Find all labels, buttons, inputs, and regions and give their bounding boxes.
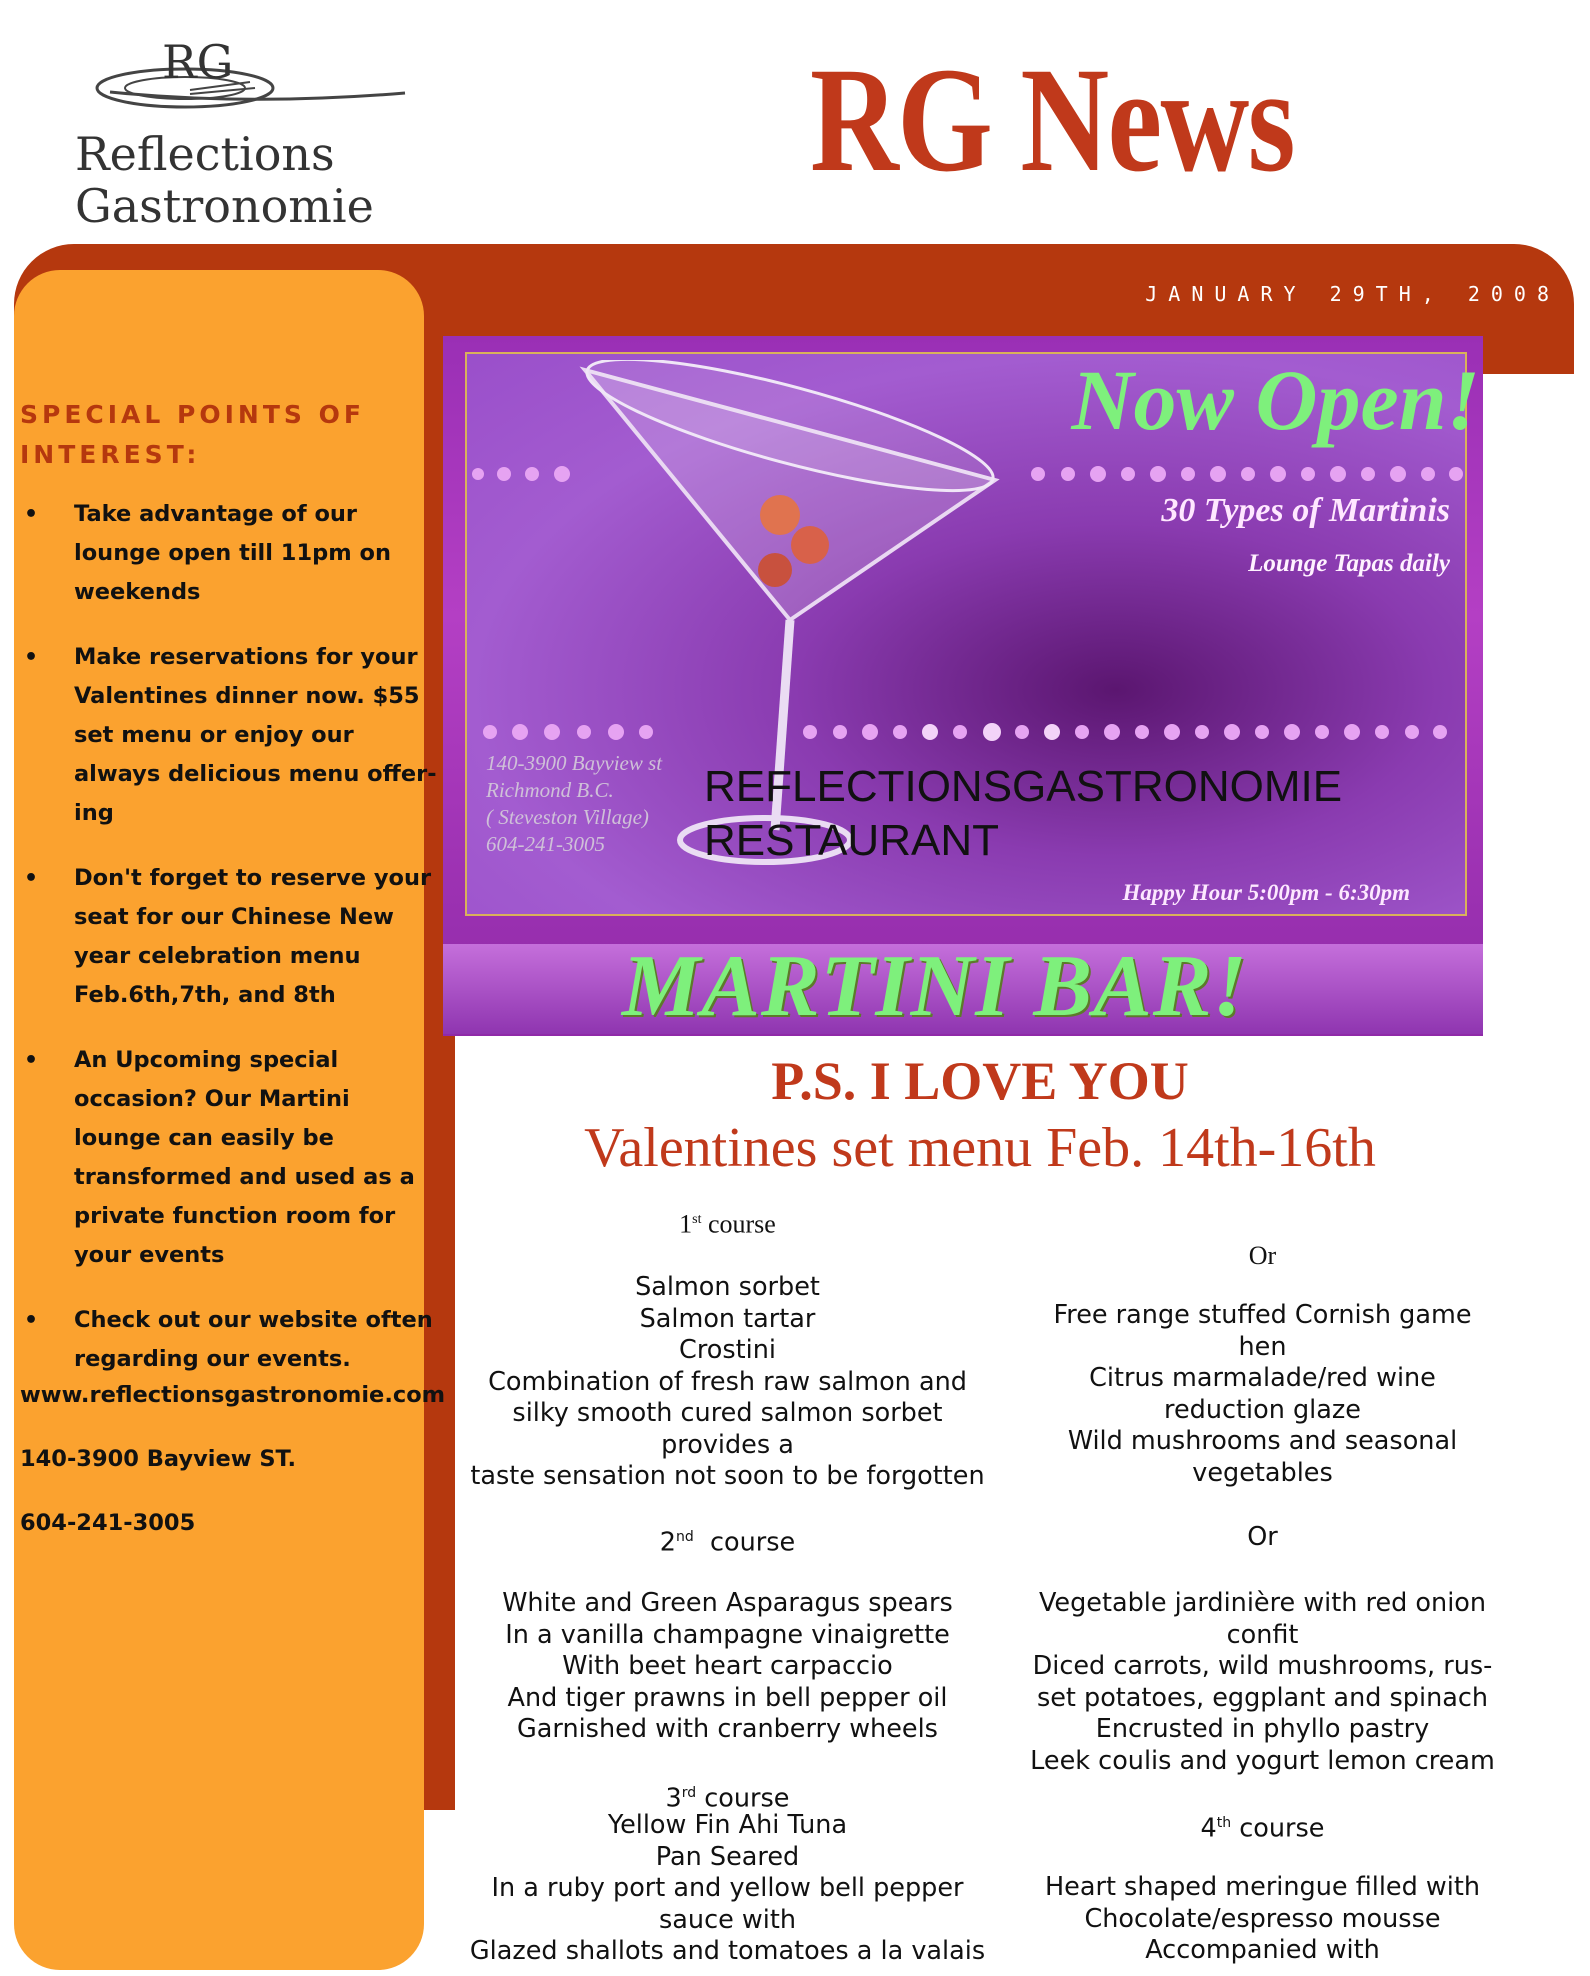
menu-line: And tiger prawns in bell pepper oil — [507, 1682, 948, 1713]
course-heading-4 — [1005, 1808, 1520, 1845]
course-heading-2 — [455, 1522, 1000, 1559]
restaurant-line-1: REFLECTIONSGASTRONOMIE — [704, 762, 1343, 811]
ad-address-line: Richmond B.C. — [486, 778, 614, 802]
menu-line: In a vanilla champagne vinaigrette — [505, 1619, 950, 1650]
menu-line: confit — [1226, 1619, 1299, 1650]
ad-address-line: 604-241-3005 — [486, 832, 605, 856]
or-label: Or — [1247, 1522, 1278, 1552]
menu-line: vegetables — [1192, 1457, 1333, 1488]
now-open-heading: Now Open! — [1071, 352, 1480, 448]
menu-line: taste sensation not soon to be forgotten — [470, 1461, 985, 1491]
menu-line: Garnished with cranberry wheels — [517, 1714, 938, 1744]
course-3-items — [455, 1810, 1000, 1968]
list-item: • Don't forget to reserve your seat for our Chinese New year celebration menu Feb.6th,7th, and 8th — [20, 859, 440, 1015]
menu-line: Free range stuffed Cornish game — [1053, 1300, 1472, 1330]
menu-line: In a ruby port and yellow bell pepper — [491, 1873, 964, 1903]
ad-address-line: 140-3900 Bayview st — [486, 751, 663, 775]
logo-line-2: Gastronomie — [75, 179, 374, 233]
valentines-title: P.S. I LOVE YOU — [771, 1051, 1189, 1111]
menu-line: Diced carrots, wild mushrooms, rus- — [1032, 1651, 1493, 1681]
menu-line: Wild mushrooms and seasonal — [1067, 1426, 1458, 1456]
course-4-items — [1005, 1872, 1520, 1967]
menu-line: Heart shaped meringue filled with — [1044, 1872, 1481, 1902]
menu-line: Salmon tartar — [639, 1303, 816, 1334]
svg-text:RG: RG — [162, 35, 234, 89]
website-link[interactable]: www.reflectionsgastronomie.com — [20, 1382, 446, 1408]
points-of-interest-list — [20, 495, 440, 1405]
course-2-items — [455, 1588, 1000, 1746]
phone-number: 604-241-3005 — [20, 1510, 196, 1536]
or-label: Or — [1248, 1241, 1277, 1270]
menu-line: reduction glaze — [1164, 1394, 1361, 1425]
menu-line: With beet heart carpaccio — [562, 1651, 893, 1681]
menu-line: White and Green Asparagus spears — [502, 1588, 953, 1618]
course-suffix: st — [692, 1212, 702, 1227]
course-heading-1 — [455, 1204, 1000, 1240]
menu-line: Citrus marmalade/red wine — [1089, 1363, 1436, 1393]
course-number: 4 — [1200, 1813, 1217, 1844]
course-suffix: th — [1216, 1815, 1232, 1831]
menu-line: hen — [1238, 1331, 1287, 1362]
menu-line: silky smooth cured salmon sorbet — [512, 1398, 943, 1428]
valentines-subtitle: Valentines set menu Feb. 14th-16th — [584, 1117, 1376, 1179]
happy-hour: Happy Hour 5:00pm - 6:30pm — [1122, 880, 1410, 905]
newsletter-title: RG News — [810, 37, 1294, 203]
martini-types: 30 Types of Martinis — [1161, 492, 1450, 529]
list-item: • Make reservations for your Valentines dinner now. $55 set menu or enjoy our always delicious menu offer-ing — [20, 638, 440, 833]
decorative-dots — [470, 464, 590, 484]
decorative-dots — [1030, 464, 1465, 484]
menu-line: sauce with — [659, 1904, 796, 1935]
list-item: • An Upcoming special occasion? Our Martini lounge can easily be transformed and used as a private function room for your events — [20, 1041, 440, 1275]
menu-line: provides a — [661, 1429, 794, 1460]
course-word: course — [704, 1783, 790, 1814]
menu-line: Salmon sorbet — [635, 1272, 820, 1302]
list-item: • Check out our website often regarding our events. — [20, 1301, 440, 1379]
street-address: 140-3900 Bayview ST. — [20, 1446, 297, 1472]
course-number: 3 — [665, 1783, 682, 1814]
decorative-dots — [800, 722, 1450, 742]
course-word: course — [707, 1209, 776, 1239]
martini-bar-banner: MARTINI BAR! — [622, 938, 1248, 1035]
sidebar-heading: SPECIAL POINTS OF INTEREST: — [20, 400, 365, 469]
menu-line: Crostini — [679, 1335, 776, 1365]
menu-line: Encrusted in phyllo pastry — [1095, 1714, 1430, 1744]
course-suffix: nd — [676, 1529, 694, 1545]
restaurant-line-2: RESTAURANT — [704, 816, 999, 865]
decorative-dots — [480, 722, 660, 742]
menu-line: Pan Seared — [655, 1841, 800, 1872]
menu-line: Glazed shallots and tomatoes a la valais — [469, 1936, 986, 1966]
course-word: course — [709, 1527, 796, 1558]
alt-1-items — [1005, 1300, 1520, 1489]
issue-date: JANUARY 29TH, 2008 — [1145, 282, 1560, 306]
menu-line: Combination of fresh raw salmon and — [488, 1366, 967, 1397]
logo-line-1: Reflections — [75, 127, 335, 181]
ad-address-line: ( Steveston Village) — [486, 805, 649, 829]
menu-line: Accompanied with — [1145, 1935, 1380, 1965]
menu-line: Vegetable jardinière with red onion — [1038, 1588, 1487, 1618]
menu-line: set potatoes, eggplant and spinach — [1036, 1682, 1489, 1713]
menu-line: Yellow Fin Ahi Tuna — [607, 1810, 848, 1840]
restaurant-name — [704, 760, 1342, 868]
course-suffix: rd — [681, 1785, 697, 1801]
ad-address — [486, 750, 662, 858]
course-number: 1 — [679, 1209, 693, 1239]
menu-line: Leek coulis and yogurt lemon cream — [1030, 1745, 1495, 1776]
course-1-items — [455, 1272, 1000, 1493]
alt-2-items — [1005, 1588, 1520, 1777]
list-item: • Take advantage of our lounge open till 11pm on weekends — [20, 495, 440, 612]
logo-text — [75, 128, 374, 232]
course-number: 2 — [659, 1527, 676, 1558]
menu-line: Chocolate/espresso mousse — [1084, 1903, 1441, 1934]
lounge-tapas: Lounge Tapas daily — [1248, 550, 1450, 577]
course-word: course — [1239, 1813, 1325, 1844]
